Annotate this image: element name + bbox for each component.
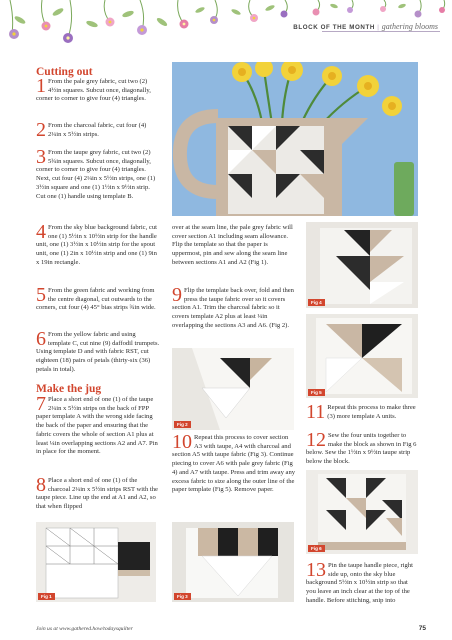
step-3 bbox=[36, 146, 160, 201]
step-number: 6 bbox=[36, 328, 46, 350]
step-text: From the sky blue background fabric, cut one (1) 5½in x 10½in strip for the handle unit, one (1) 3½in x 10½in strip for the spout unit, one (1) 2in x 10½in strip and one (1) 9in x 19in rectangle. bbox=[36, 224, 157, 266]
cutting-out-heading: Cutting out bbox=[36, 66, 93, 78]
step-number: 11 bbox=[306, 401, 326, 423]
step-text: Flip the template back over, fold and then press the taupe fabric over so it covers section A1. Trim the charcoal fabric so it covers template A2 plus at least ¼in overlapping the sections A3 and A6. (Fig 2). bbox=[172, 287, 294, 329]
step-1 bbox=[36, 75, 160, 104]
step-number: 9 bbox=[172, 284, 182, 306]
fig-5-label: Fig 5 bbox=[308, 389, 325, 396]
step-number: 2 bbox=[36, 119, 46, 141]
header-rule bbox=[322, 31, 440, 32]
step-number: 1 bbox=[36, 75, 46, 97]
step-text: Place a short end of one (1) of the charcoal 2¼in x 5½in strips RST with the taupe piece. Line up the end at A1 and A2, so that when flipped bbox=[36, 477, 158, 511]
daffodil-jug-quilt-block bbox=[172, 62, 418, 216]
step-text: Pin the taupe handle piece, right side up, onto the sky blue background 5½in x 10½in strip so that you leave an inch clear at the top of the handle. Before stitching, snip into bbox=[306, 562, 413, 604]
jug-block-hero-photo bbox=[172, 62, 418, 216]
step-text: Sew the four units together to make the block as shown in Fig 6 below. Sew the 1½in x 9½in taupe strip below the block. bbox=[306, 432, 417, 466]
fig-2-label: Fig 2 bbox=[174, 421, 191, 428]
step-text: Place a short end of one (1) of the taupe 2¼in x 5½in strips on the back of FPP paper template A with the wrong side facing the back of the paper and ensuring that the fabric covers the whole of section A1 plus at least ¼in overlapping sections A2 and A7. Pin in place for the moment. bbox=[36, 396, 158, 456]
step-11 bbox=[306, 401, 418, 423]
fig-6-label: Fig 6 bbox=[308, 545, 325, 552]
step-number: 10 bbox=[172, 431, 192, 453]
half-square-unit-illustration bbox=[306, 222, 418, 308]
header-kicker: BLOCK OF THE MONTH bbox=[293, 24, 375, 31]
step-number: 13 bbox=[306, 559, 326, 581]
step-text: From the green fabric and working from the centre diagonal, cut outwards to the corners, cut four (4) 45° bias strips ¾in wide. bbox=[36, 287, 156, 312]
fabric-fold-illustration bbox=[172, 348, 294, 430]
make-jug-heading: Make the jug bbox=[36, 383, 102, 395]
fig-1-photo bbox=[36, 522, 156, 602]
step-5 bbox=[36, 284, 160, 313]
step-text: Repeat this process to make three (3) more template A units. bbox=[327, 404, 416, 420]
paper-template-illustration bbox=[36, 522, 156, 602]
step-number: 12 bbox=[306, 429, 326, 451]
fig-2-photo bbox=[172, 348, 294, 430]
step-text: From the charcoal fabric, cut four (4) 2¼in x 5½in strips. bbox=[48, 122, 147, 138]
floral-header-banner bbox=[0, 0, 452, 58]
header-separator: | bbox=[377, 24, 380, 31]
step-4 bbox=[36, 221, 160, 268]
fig-3-label: Fig 3 bbox=[174, 593, 191, 600]
step-text: From the pale grey fabric, cut two (2) 4½in squares. Subcut once, diagonally, corner to corner to give four (4) triangles. bbox=[36, 78, 151, 103]
fig-4-label: Fig 4 bbox=[308, 299, 325, 306]
header-series: gathering blooms bbox=[381, 22, 438, 31]
trimmed-unit-illustration bbox=[306, 314, 418, 398]
page-number: 75 bbox=[418, 625, 426, 632]
step-number: 5 bbox=[36, 284, 46, 306]
step-6 bbox=[36, 328, 160, 375]
step-8-continuation: over at the seam line, the pale grey fabric will cover section A1 including seam allowance. Flip the template so that the paper is uppermost, pin and sew along the seam line between sections A1 and A2 (Fig 1). bbox=[172, 224, 293, 266]
step-10 bbox=[172, 431, 296, 495]
step-9 bbox=[172, 284, 296, 331]
step-number: 7 bbox=[36, 393, 46, 415]
running-header bbox=[293, 22, 438, 31]
step-text: From the taupe grey fabric, cut two (2) 5¾in squares. Subcut once, diagonally, corner to corner to give four (4) triangles. Next, cut four (4) 2¼in x 5½in strips, one (1) 3½in square and one (1) 1½in x 9½in strip. Cut one (1) handle using template B. bbox=[36, 149, 156, 200]
step-7 bbox=[36, 393, 160, 457]
pieced-unit-illustration bbox=[172, 522, 294, 602]
fig-3-photo bbox=[172, 522, 294, 602]
footer-website: Join us at www.gathered.how/todaysquilter bbox=[36, 626, 133, 632]
step-12 bbox=[306, 429, 418, 467]
step-number: 8 bbox=[36, 474, 46, 496]
step-8 bbox=[36, 474, 160, 512]
step-2 bbox=[36, 119, 160, 141]
step-number: 4 bbox=[36, 221, 46, 243]
finished-pinwheel-block bbox=[306, 470, 418, 554]
step-text: Repeat this process to cover section A3 with taupe, A4 with charcoal and section A5 with taupe fabric (Fig 3). Continue piecing to cover A6 with pale grey fabric (Fig 4) and A7 with taupe. Press and trim away any excess fabric to size along the outer line of the paper template (Fig 5). Remove paper. bbox=[172, 434, 296, 494]
step-13 bbox=[306, 559, 418, 606]
fig-1-label: Fig 1 bbox=[38, 593, 55, 600]
fig-5-photo bbox=[306, 314, 418, 398]
step-text: From the yellow fabric and using template C, cut nine (9) daffodil trumpets. Using template D and with fabric RST, cut eighteen (18) pairs of petals (thirty-six (36) petals in total). bbox=[36, 331, 160, 373]
fig-4-photo bbox=[306, 222, 418, 308]
step-number: 3 bbox=[36, 146, 46, 168]
fig-6-photo bbox=[306, 470, 418, 554]
